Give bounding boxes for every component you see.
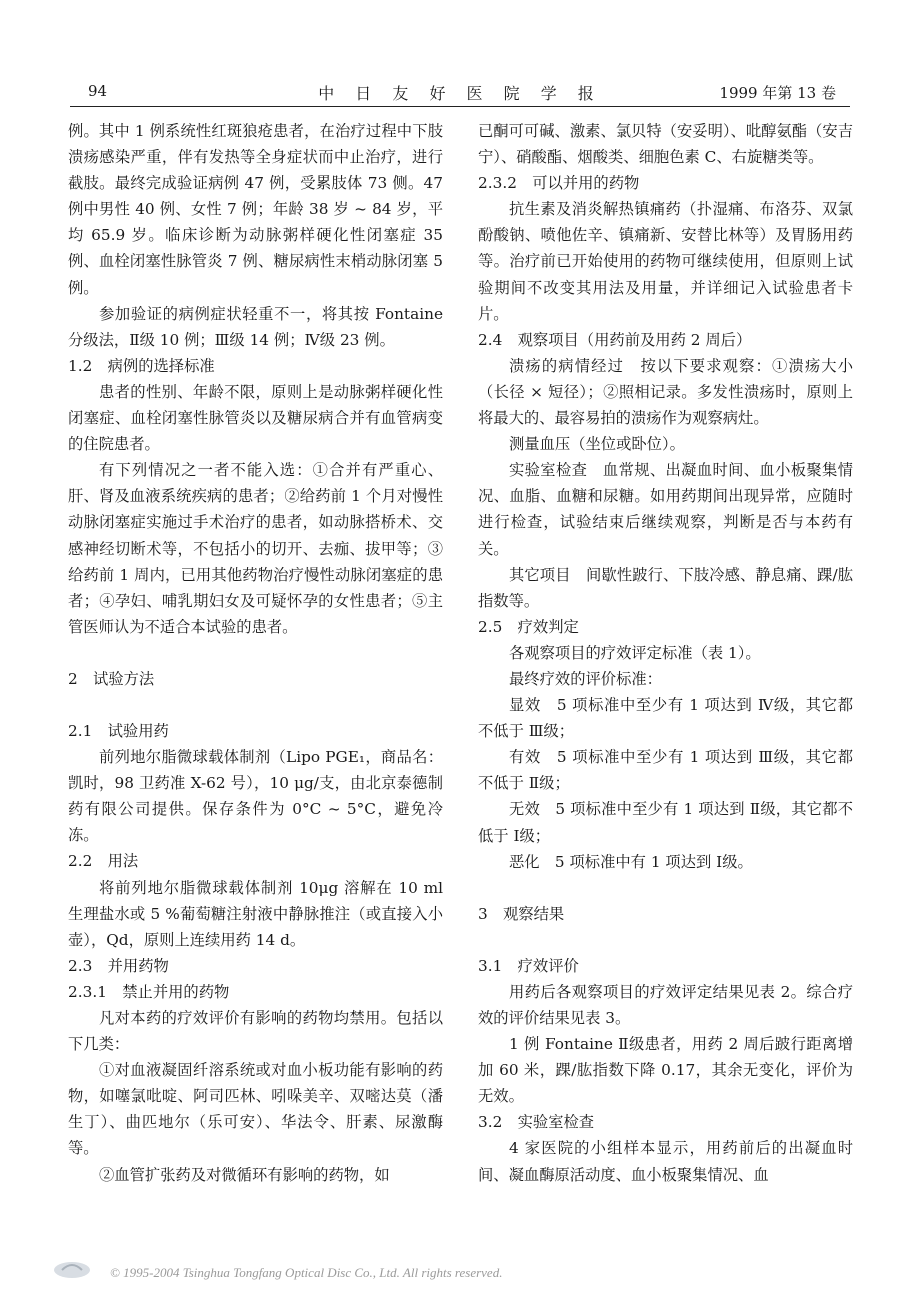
page-number: 94 — [88, 82, 108, 100]
section-heading-2-4: 2.4 观察项目（用药前及用药 2 周后） — [478, 330, 752, 349]
section-heading-2-1: 2.1 试验用药 — [68, 721, 169, 740]
journal-title: 中 日 友 好 医 院 学 报 — [318, 84, 602, 103]
paragraph: 用药后各观察项目的疗效评定结果见表 2。综合疗效的评价结果见表 3。 — [478, 982, 853, 1027]
section-heading-2-3-2: 2.3.2 可以并用的药物 — [478, 174, 640, 193]
paragraph: 前列地尔脂微球载体制剂（Lipo PGE₁，商品名：凯时，98 卫药准 X-62 号），10 μg/支，由北京泰德制药有限公司提供。保存条件为 0°C ~ 5°C，避免冷冻。 — [68, 748, 443, 845]
footer — [52, 1258, 652, 1288]
paragraph: 将前列地尔脂微球载体制剂 10μg 溶解在 10 ml 生理盐水或 5 %葡萄糖注射液中静脉推注（或直接入小壶），Qd，原则上连续用药 14 d。 — [68, 878, 443, 949]
paragraph: 1 例 Fontaine Ⅱ级患者，用药 2 周后跛行距离增加 60 米，踝/肱指数下降 0.17，其余无变化，评价为无效。 — [478, 1035, 853, 1106]
paragraph: 恶化 5 项标准中有 1 项达到 Ⅰ级。 — [509, 852, 753, 871]
paragraph: 溃疡的病情经过 按以下要求观察：①溃疡大小（长径 × 短径）；②照相记录。多发性溃疡时，原则上将最大的、最容易拍的溃疡作为观察病灶。 — [478, 356, 853, 428]
paragraph: 患者的性别、年龄不限，原则上是动脉粥样硬化性闭塞症、血栓闭塞性脉管炎以及糖尿病合并有血管病变的住院患者。 — [68, 382, 443, 454]
paragraph: 凡对本药的疗效评价有影响的药物均禁用。包括以下几类： — [68, 1009, 443, 1054]
paragraph: 各观察项目的疗效评定标准（表 1）。 — [509, 643, 761, 662]
section-heading-3-2: 3.2 实验室检查 — [478, 1113, 595, 1132]
publisher-logo-icon — [52, 1258, 92, 1280]
paragraph: 实验室检查 血常规、出凝血时间、血小板聚集情况、血脂、血糖和尿糖。如用药期间出现异常，应随时进行检查，试验结束后继续观察，判断是否与本药有关。 — [478, 461, 853, 558]
section-heading-3: 3 观察结果 — [478, 904, 565, 923]
paragraph: 有下列情况之一者不能入选：①合并有严重心、肝、肾及血液系统疾病的患者；②给药前 1 个月对慢性动脉闭塞症实施过手术治疗的患者，如动脉搭桥术、交感神经切断术等，不包括小的切开、去痂、拔甲等；③给药前 1 周内，已用其他药物治疗慢性动脉闭塞症的患者；④孕妇、哺乳期妇女及可疑怀孕的女性患者；⑤主管医师认为不适合本试验的患者。 — [68, 461, 443, 636]
paragraph: 4 家医院的小组样本显示，用药前后的出凝血时间、凝血酶原活动度、血小板聚集情况、血 — [478, 1139, 853, 1184]
right-column — [478, 118, 853, 1188]
section-heading-3-1: 3.1 疗效评价 — [478, 956, 579, 975]
section-heading-2: 2 试验方法 — [68, 669, 155, 688]
paragraph: 抗生素及消炎解热镇痛药（扑湿痛、布洛芬、双氯酚酸钠、喷他佐辛、镇痛新、安替比林等）及胃肠用药等。治疗前已开始使用的药物可继续使用，但原则上试验期间不改变其用法及用量，并详细记入试验患者卡片。 — [478, 200, 853, 323]
paragraph: 例。其中 1 例系统性红斑狼疮患者，在治疗过程中下肢溃疡感染严重，伴有发热等全身症状而中止治疗，进行截肢。最终完成验证病例 47 例，受累肢体 73 侧。47 例中男性 40 例、女性 7 例；年龄 38 岁 ~ 84 岁，平均 65.9 岁。临床诊断为动脉粥样硬化性闭塞症 35 例、血栓闭塞性脉管炎 7 例、糖尿病性末梢动脉闭塞 5 例。 — [68, 122, 443, 297]
section-heading-2-3: 2.3 并用药物 — [68, 956, 169, 975]
paragraph: ②血管扩张药及对微循环有影响的药物，如 — [99, 1165, 390, 1184]
paragraph: 其它项目 间歇性跛行、下肢冷感、静息痛、踝/肱指数等。 — [478, 565, 853, 610]
section-heading-1-2: 1.2 病例的选择标准 — [68, 356, 215, 375]
paragraph: 有效 5 项标准中至少有 1 项达到 Ⅲ级，其它都不低于 Ⅱ级； — [478, 748, 853, 793]
paragraph: 已酮可可碱、激素、氯贝特（安妥明）、吡醇氨酯（安吉宁）、硝酸酯、烟酸类、细胞色素 C、右旋糖类等。 — [478, 122, 853, 167]
paragraph: 显效 5 项标准中至少有 1 项达到 Ⅳ级，其它都不低于 Ⅲ级； — [478, 696, 853, 741]
running-header — [70, 78, 850, 107]
section-heading-2-2: 2.2 用法 — [68, 852, 139, 871]
section-heading-2-3-1: 2.3.1 禁止并用的药物 — [68, 982, 230, 1001]
paragraph: 无效 5 项标准中至少有 1 项达到 Ⅱ级，其它都不低于 Ⅰ级； — [478, 800, 853, 845]
paragraph: ①对血液凝固纤溶系统或对血小板功能有影响的药物，如噻氯吡啶、阿司匹林、吲哚美辛、双嘧达莫（潘生丁）、曲匹地尔（乐可安）、华法令、肝素、尿激酶等。 — [68, 1061, 443, 1158]
section-heading-2-5: 2.5 疗效判定 — [478, 617, 579, 636]
paragraph: 最终疗效的评价标准： — [509, 669, 662, 688]
paragraph: 测量血压（坐位或卧位）。 — [509, 435, 685, 454]
left-column — [68, 118, 443, 1188]
copyright-notice: © 1995-2004 Tsinghua Tongfang Optical Disc Co., Ltd. All rights reserved. — [110, 1265, 503, 1280]
paragraph: 参加验证的病例症状轻重不一，将其按 Fontaine 分级法，Ⅱ级 10 例；Ⅲ级 14 例；Ⅳ级 23 例。 — [68, 304, 443, 349]
year-volume: 1999 年第 13 卷 — [719, 84, 836, 102]
